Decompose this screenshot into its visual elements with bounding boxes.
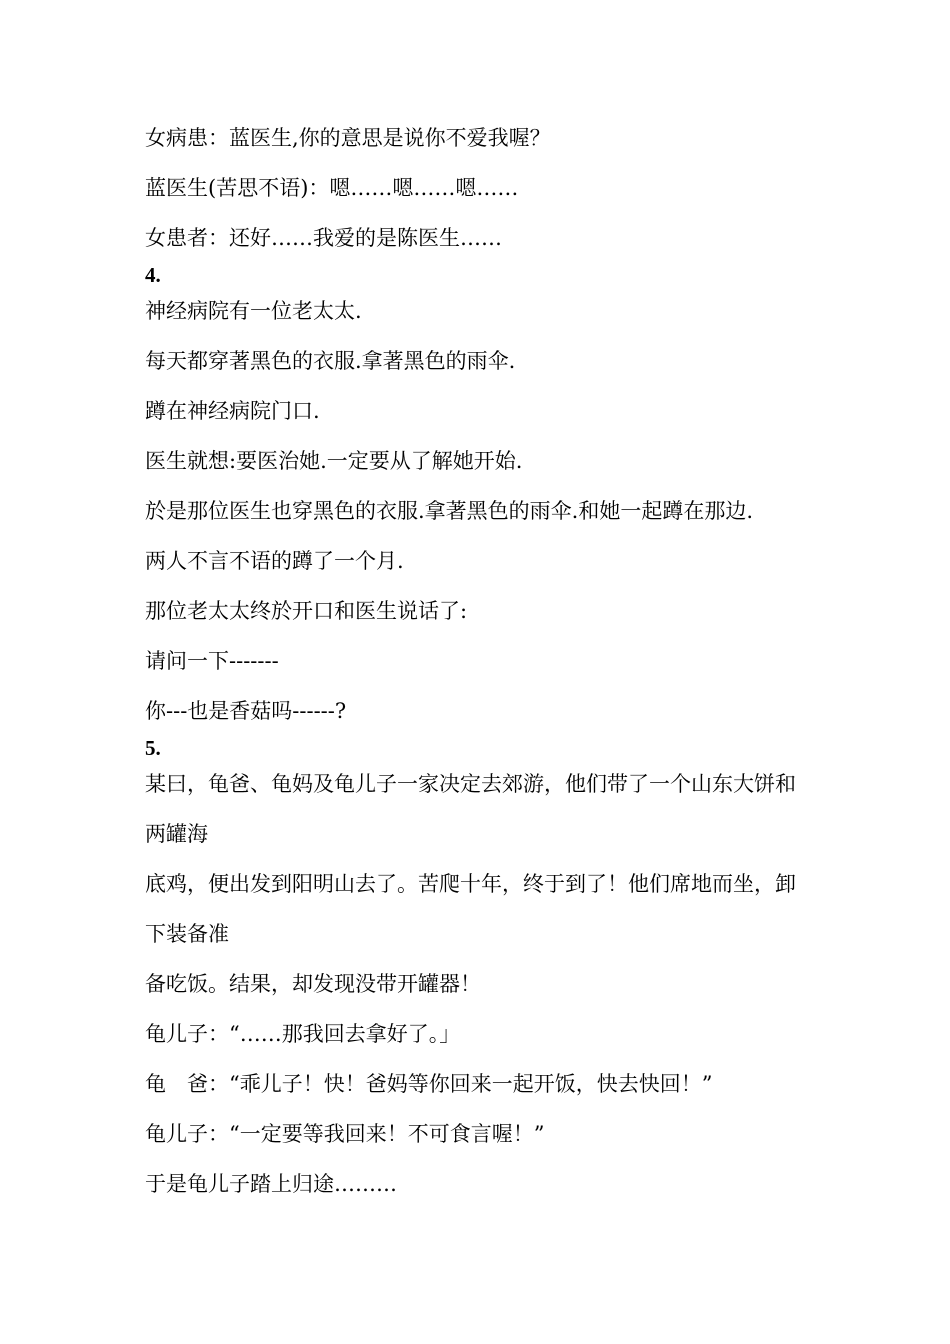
section-number: 5. bbox=[145, 736, 161, 760]
text-line: 备吃饭。结果，却发现没带开罐器！ bbox=[145, 972, 481, 996]
text-line: 蓝医生(苦思不语)：嗯……嗯……嗯…… bbox=[145, 176, 519, 200]
section-number: 4. bbox=[145, 263, 161, 287]
text-line: 底鸡，便出发到阳明山去了。苦爬十年，终于到了！他们席地而坐，卸 bbox=[145, 872, 796, 896]
text-line: 神经病院有一位老太太. bbox=[145, 299, 362, 323]
text-line: 某曰，龟爸、龟妈及龟儿子一家决定去郊游，他们带了一个山东大饼和 bbox=[145, 772, 796, 796]
text-line: 於是那位医生也穿黑色的衣服.拿著黑色的雨伞.和她一起蹲在那边. bbox=[145, 499, 754, 523]
text-line: 龟 爸：“乖儿子！快！爸妈等你回来一起开饭，快去快回！” bbox=[145, 1072, 713, 1096]
text-line: 两人不言不语的蹲了一个月. bbox=[145, 549, 404, 573]
text-line: 女病患：蓝医生,你的意思是说你不爱我喔？ bbox=[145, 126, 551, 150]
text-line: 那位老太太终於开口和医生说话了: bbox=[145, 599, 468, 623]
text-line: 蹲在神经病院门口. bbox=[145, 399, 320, 423]
text-line: 两罐海 bbox=[145, 822, 208, 846]
text-line: 龟儿子：“……那我回去拿好了。」 bbox=[145, 1022, 461, 1046]
text-line: 下装备准 bbox=[145, 922, 229, 946]
text-line: 龟儿子：“一定要等我回来！不可食言喔！” bbox=[145, 1122, 545, 1146]
text-line: 每天都穿著黑色的衣服.拿著黑色的雨伞. bbox=[145, 349, 516, 373]
text-line: 医生就想:要医治她.一定要从了解她开始. bbox=[145, 449, 523, 473]
text-line: 请问一下------- bbox=[145, 649, 279, 673]
text-line: 于是龟儿子踏上归途……… bbox=[145, 1172, 397, 1196]
text-line: 女患者：还好……我爱的是陈医生…… bbox=[145, 226, 502, 250]
text-line: 你---也是香菇吗------? bbox=[145, 699, 347, 723]
